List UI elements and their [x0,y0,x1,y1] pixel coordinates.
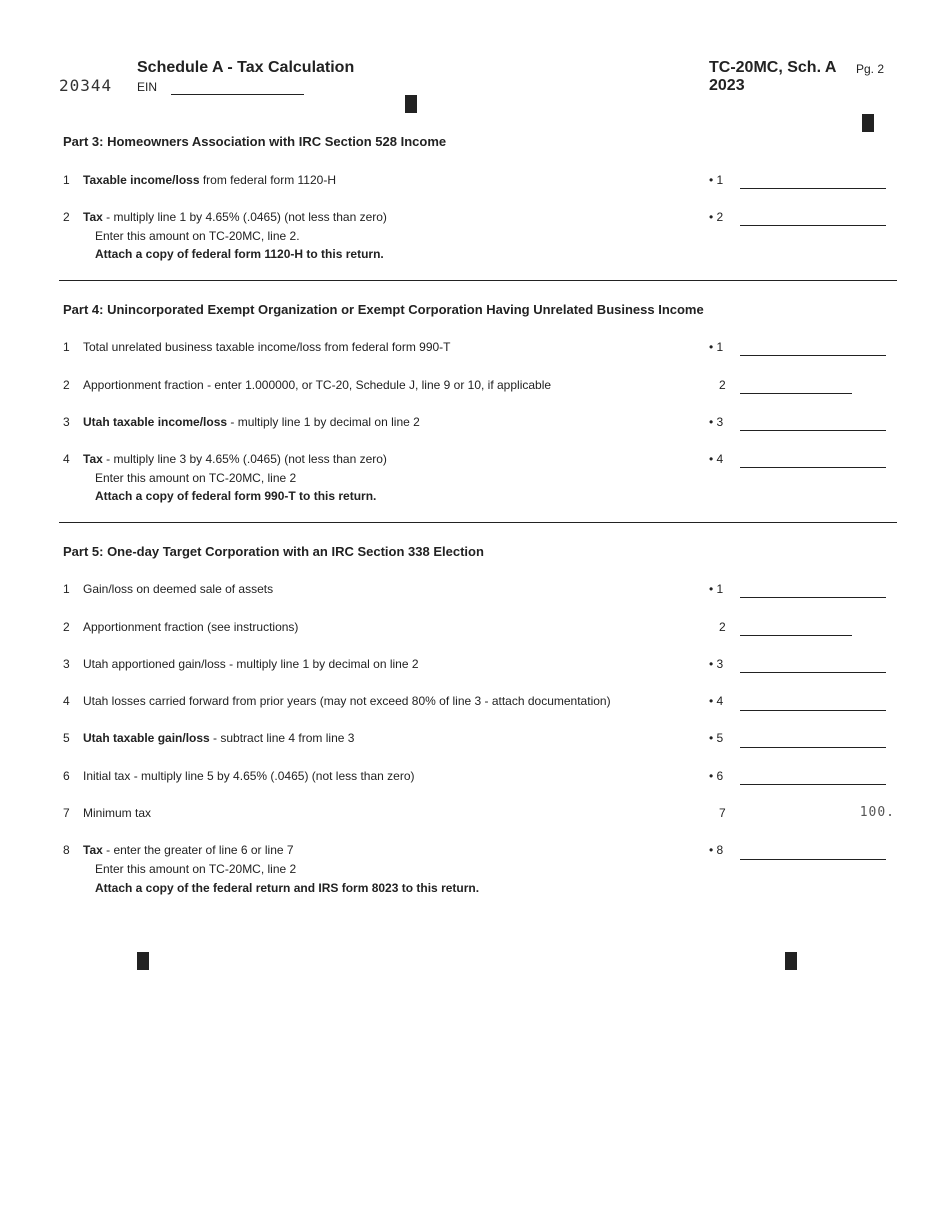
form-number: 20344 [59,76,113,95]
page-number: Pg. 2 [856,62,885,76]
ein-label: EIN [137,80,158,94]
part5-line8-instruction: Enter this amount on TC-20MC, line 2 [95,862,297,876]
part5-line1-text: Gain/loss on deemed sale of assets [83,582,274,596]
part5-line8-ref: • 8 [709,843,724,857]
part3-line1-text: Taxable income/loss from federal form 1120-H [83,173,336,187]
part5-line4-ref: • 4 [709,694,724,708]
registration-mark [785,952,797,970]
tax-year: 2023 [709,77,745,94]
part5-line7-ref: 7 [719,806,726,820]
part5-line6-text: Initial tax - multiply line 5 by 4.65% (.0465) (not less than zero) [83,769,415,783]
part4-line1-text: Total unrelated business taxable income/loss from federal form 990-T [83,340,451,354]
part4-line2-ref: 2 [719,378,726,392]
part4-line1-ref: • 1 [709,340,724,354]
part4-line4-field[interactable] [740,467,886,468]
part4-line1-number: 1 [63,340,70,354]
registration-mark [137,952,149,970]
part5-line1-field[interactable] [740,597,886,598]
part5-line7-text: Minimum tax [83,806,152,820]
part4-line4-ref: • 4 [709,452,724,466]
part3-line1-number: 1 [63,173,70,187]
part5-line3-ref: • 3 [709,657,724,671]
part4-line3-number: 3 [63,415,70,429]
part5-line4-field[interactable] [740,710,886,711]
part5-line7-number: 7 [63,806,70,820]
part4-line2-number: 2 [63,378,70,392]
part3-title: Part 3: Homeowners Association with IRC Section 528 Income [63,134,447,149]
part5-line5-field[interactable] [740,747,886,748]
part5-line5-text: Utah taxable gain/loss - subtract line 4 from line 3 [83,731,355,745]
form-id: TC-20MC, Sch. A [709,59,837,76]
part4-line2-field[interactable] [740,393,852,394]
part4-line2-text: Apportionment fraction - enter 1.000000, or TC-20, Schedule J, line 9 or 10, if applicable [83,378,552,392]
part3-line2-ref: • 2 [709,210,724,224]
part4-line1-field[interactable] [740,355,886,356]
part5-line1-ref: • 1 [709,582,724,596]
part4-line4-attach-note: Attach a copy of federal form 990-T to this return. [95,489,377,503]
registration-mark [405,95,417,113]
part3-line2-text: Tax - multiply line 1 by 4.65% (.0465) (not less than zero) [83,210,387,224]
part5-line2-ref: 2 [719,620,726,634]
ein-field[interactable] [171,94,304,95]
part4-title: Part 4: Unincorporated Exempt Organization or Exempt Corporation Having Unrelated Business Income [63,302,704,317]
part4-line3-field[interactable] [740,430,886,431]
part3-line1-ref: • 1 [709,173,724,187]
section-divider [59,522,897,523]
part5-line6-number: 6 [63,769,70,783]
part5-line4-number: 4 [63,694,70,708]
part5-title: Part 5: One-day Target Corporation with an IRC Section 338 Election [63,544,484,559]
minimum-tax-value: 100. [859,805,895,820]
part3-line2-instruction: Enter this amount on TC-20MC, line 2. [95,229,300,243]
part5-line6-ref: • 6 [709,769,724,783]
page-title: Schedule A - Tax Calculation [137,59,355,76]
part4-line4-instruction: Enter this amount on TC-20MC, line 2 [95,471,297,485]
part3-line2-attach-note: Attach a copy of federal form 1120-H to this return. [95,247,384,261]
part3-line2-field[interactable] [740,225,886,226]
part5-line8-field[interactable] [740,859,886,860]
part4-line3-ref: • 3 [709,415,724,429]
part5-line2-field[interactable] [740,635,852,636]
part5-line5-number: 5 [63,731,70,745]
part5-line1-number: 1 [63,582,70,596]
part4-line4-number: 4 [63,452,70,466]
part5-line2-number: 2 [63,620,70,634]
part5-line3-number: 3 [63,657,70,671]
part5-line8-text: Tax - enter the greater of line 6 or line 7 [83,843,294,857]
part3-line1-field[interactable] [740,188,886,189]
part5-line3-text: Utah apportioned gain/loss - multiply line 1 by decimal on line 2 [83,657,419,671]
part5-line6-field[interactable] [740,784,886,785]
part5-line5-ref: • 5 [709,731,724,745]
registration-mark [862,114,874,132]
section-divider [59,280,897,281]
part3-line2-number: 2 [63,210,70,224]
part5-line8-attach-note: Attach a copy of the federal return and IRS form 8023 to this return. [95,881,480,895]
part5-line4-text: Utah losses carried forward from prior years (may not exceed 80% of line 3 - attach documentation) [83,694,611,708]
part5-line2-text: Apportionment fraction (see instructions) [83,620,299,634]
part5-line8-number: 8 [63,843,70,857]
part4-line3-text: Utah taxable income/loss - multiply line 1 by decimal on line 2 [83,415,420,429]
part5-line3-field[interactable] [740,672,886,673]
part4-line4-text: Tax - multiply line 3 by 4.65% (.0465) (not less than zero) [83,452,387,466]
